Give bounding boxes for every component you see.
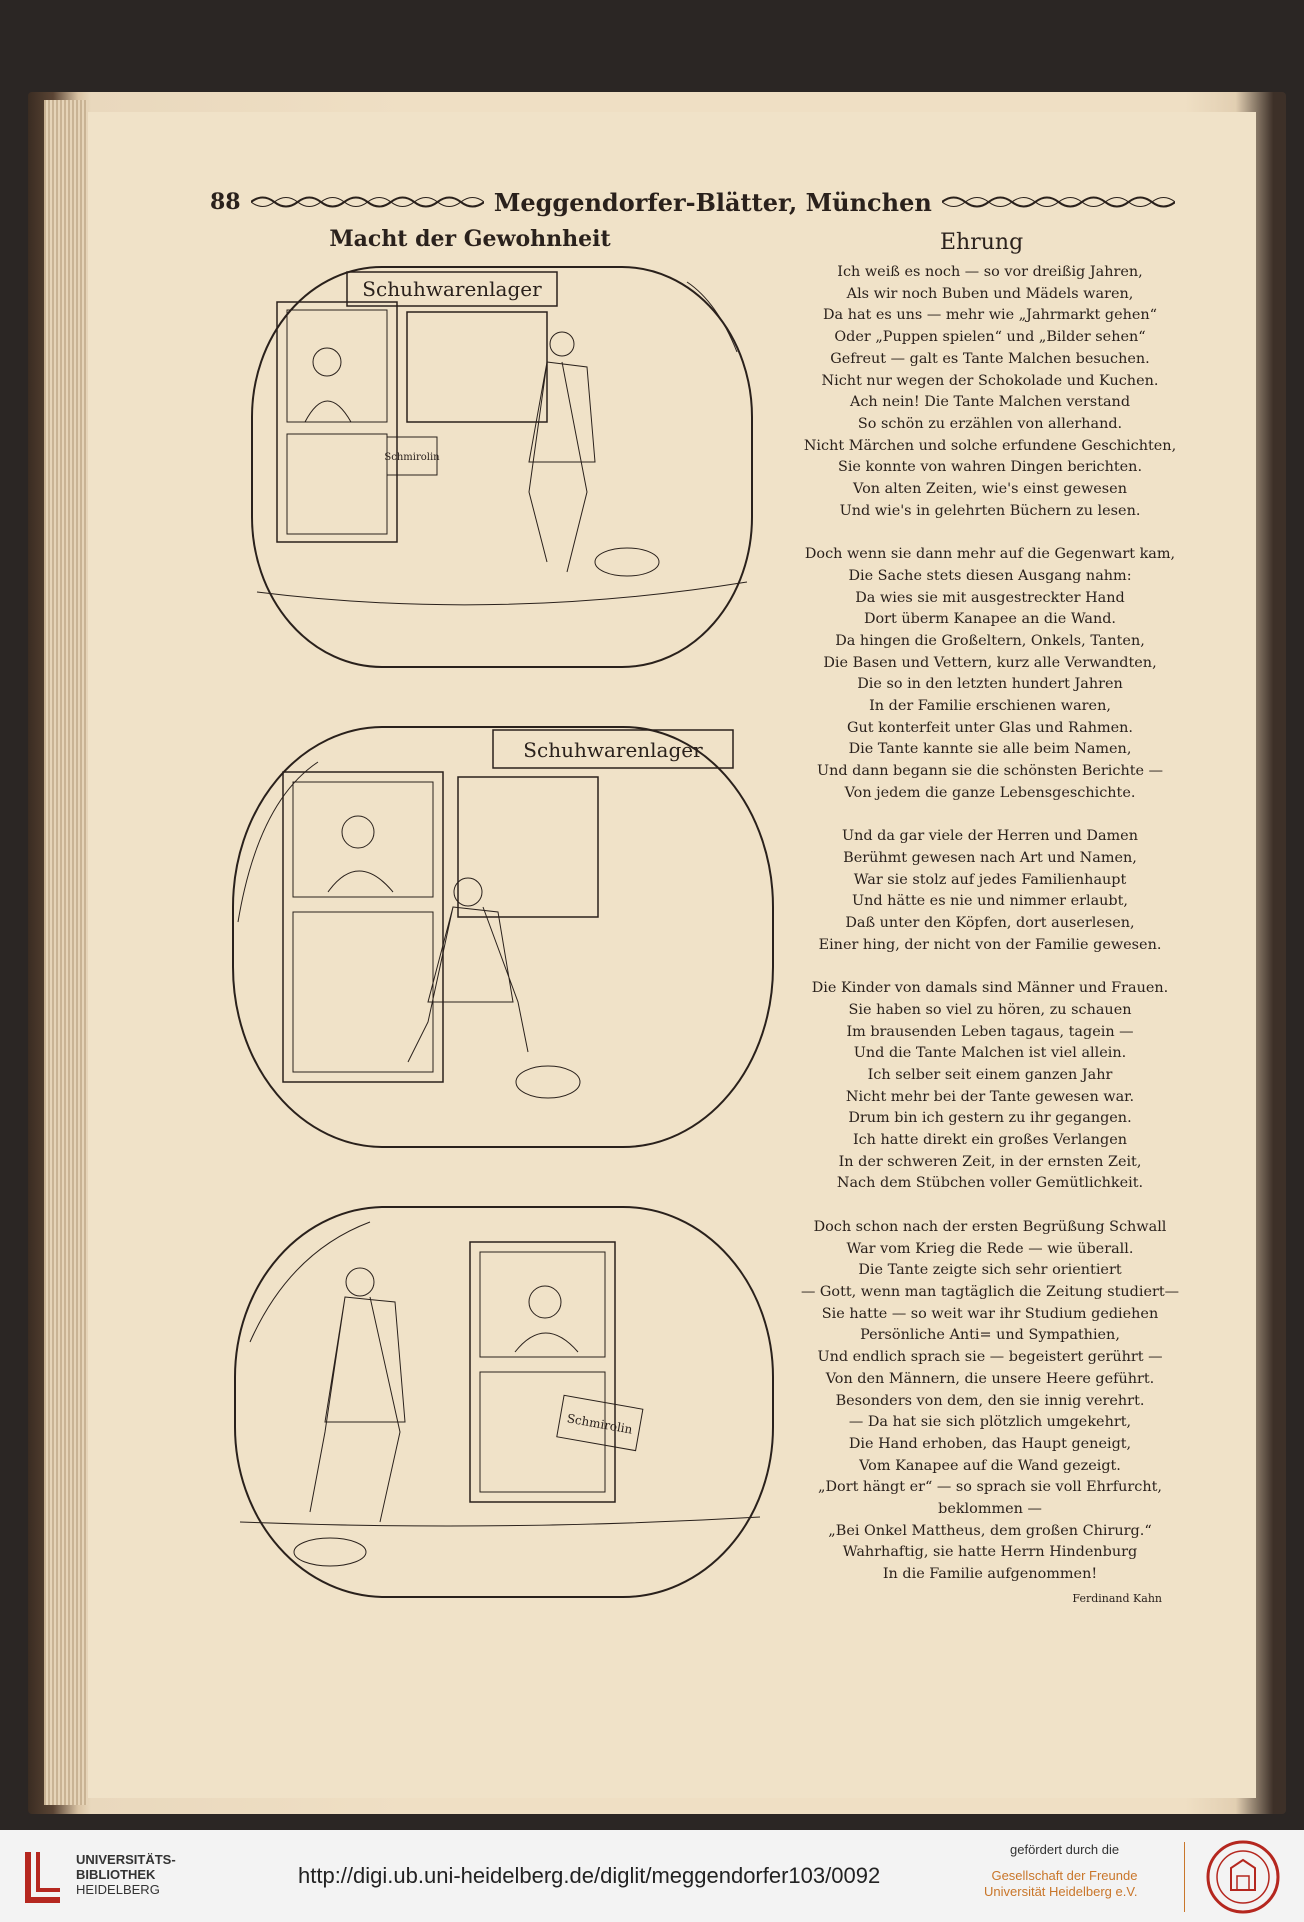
poem-line: In die Familie aufgenommen! — [882, 1566, 1098, 1583]
poem-line: Ich weiß es noch — so vor dreißig Jahren, — [837, 264, 1143, 280]
poem-line: War sie stolz auf jedes Familienhaupt — [853, 871, 1127, 888]
poem-author: Ferdinand Kahn — [1072, 1591, 1162, 1605]
poem-line: Und hätte es nie und nimmer erlaubt, — [852, 893, 1128, 910]
poem-line: Drum bin ich gestern zu ihr gegangen. — [848, 1110, 1132, 1127]
poem-line: Gut konterfeit unter Glas und Rahmen. — [846, 719, 1134, 736]
poem-line: Berühmt gewesen nach Art und Namen, — [843, 849, 1137, 866]
poem-line: Und endlich sprach sie — begeistert gerührt — — [817, 1349, 1163, 1366]
comic-panel-3 — [230, 1202, 778, 1602]
poem-line: Die Tante kannte sie alle beim Namen, — [848, 741, 1132, 758]
comic-panel-2 — [228, 722, 778, 1152]
library-line-2: BIBLIOTHEK — [76, 1867, 156, 1882]
poem-line: In der schweren Zeit, in der ernsten Zeit, — [838, 1153, 1142, 1170]
poem-line: Nach dem Stübchen voller Gemütlichkeit. — [836, 1175, 1144, 1192]
sponsor-name — [984, 1868, 1137, 1900]
poem-line: Sie konnte von wahren Dingen berichten. — [837, 459, 1143, 476]
poem-line: Ich selber seit einem ganzen Jahr — [867, 1066, 1113, 1083]
shop-sign-2: Schuhwarenlager — [523, 738, 703, 762]
poem-line: Dort überm Kanapee an die Wand. — [863, 611, 1117, 628]
poem-line: Die Hand erhoben, das Haupt geneigt, — [848, 1435, 1132, 1452]
poem-line: Von alten Zeiten, wie's einst gewesen — [853, 481, 1127, 498]
library-name — [76, 1852, 176, 1897]
poem-line: beklommen — — [938, 1501, 1042, 1518]
poem-line: Besonders von dem, den sie innig verehrt. — [835, 1392, 1145, 1409]
sponsor-label: gefördert durch die — [1010, 1842, 1120, 1857]
university-seal-icon — [1206, 1840, 1280, 1914]
poem-line: Ach nein! Die Tante Malchen verstand — [849, 394, 1131, 411]
comic-panel-1 — [247, 262, 757, 672]
comic-title: Macht der Gewohnheit — [329, 226, 611, 252]
poem-line: „Bei Onkel Mattheus, dem großen Chirurg.“ — [828, 1522, 1152, 1539]
poem-line: Und die Tante Malchen ist viel allein. — [853, 1045, 1127, 1062]
poem-line: Die Sache stets diesen Ausgang nahm: — [848, 567, 1132, 584]
poem-title: Ehrung — [940, 230, 1024, 255]
poem-stanza-4 — [800, 978, 1180, 1195]
poem-line: Da hat es uns — mehr wie „Jahrmarkt gehen“ — [823, 307, 1157, 324]
poem-line: Nicht Märchen und solche erfundene Geschichten, — [803, 437, 1177, 454]
sponsor-line-1: Gesellschaft der Freunde — [991, 1868, 1138, 1883]
poem-line: Von jedem die ganze Lebensgeschichte. — [844, 784, 1136, 801]
sponsor-line-2: Universität Heidelberg e.V. — [984, 1884, 1138, 1899]
library-line-1: UNIVERSITÄTS- — [76, 1852, 176, 1867]
poster-label-1: Schmirolin — [384, 452, 440, 463]
poem-line: Da hingen die Großeltern, Onkels, Tanten, — [835, 632, 1145, 649]
poem-stanza-3 — [800, 826, 1180, 956]
poem-stanza-2 — [800, 544, 1180, 804]
poem-line: Vom Kanapee auf die Wand gezeigt. — [859, 1457, 1121, 1474]
poem-line: Die so in den letzten hundert Jahren — [857, 676, 1123, 693]
poem-line: Als wir noch Buben und Mädels waren, — [846, 285, 1134, 302]
poem-line: In der Familie erschienen waren, — [869, 698, 1111, 715]
poem-body — [800, 262, 1180, 1610]
library-logo-icon — [20, 1848, 68, 1904]
poem-line: Die Basen und Vettern, kurz alle Verwandten, — [823, 654, 1157, 671]
poem-line: Gefreut — galt es Tante Malchen besuchen. — [830, 350, 1150, 367]
poem-line: Einer hing, der nicht von der Familie gewesen. — [818, 936, 1162, 953]
poem-line: Und da gar viele der Herren und Damen — [842, 828, 1138, 845]
poem-line: Da wies sie mit ausgestreckter Hand — [855, 589, 1125, 606]
running-header — [210, 182, 1175, 222]
poem-line: So schön zu erzählen von allerhand. — [857, 415, 1123, 432]
permalink-url[interactable]: http://digi.ub.uni-heidelberg.de/diglit/meggendorfer103/0092 — [298, 1863, 881, 1888]
poem-line: Persönliche Anti= und Sympathien, — [860, 1327, 1120, 1344]
poem-line: Sie haben so viel zu hören, zu schauen — [848, 1001, 1132, 1018]
poem-line: „Dort hängt er“ — so sprach sie voll Ehrfurcht, — [818, 1479, 1162, 1496]
poem-line: Die Kinder von damals sind Männer und Frauen. — [811, 980, 1169, 997]
poem-line: Wahrhaftig, sie hatte Herrn Hindenburg — [842, 1544, 1138, 1561]
poster-label-3: Schmirolin — [565, 1411, 634, 1437]
poem-line: Und dann begann sie die schönsten Berichte — — [816, 763, 1164, 780]
footer-bar — [0, 1830, 1304, 1922]
ornament-right — [942, 193, 1175, 211]
running-title: Meggendorfer-Blätter, München — [493, 187, 932, 217]
poem-line: Nicht mehr bei der Tante gewesen war. — [845, 1088, 1135, 1105]
poem-line: — Da hat sie sich plötzlich umgekehrt, — [848, 1414, 1132, 1431]
poem-line: Ich hatte direkt ein großes Verlangen — [852, 1132, 1128, 1149]
poem-line: — Gott, wenn man tagtäglich die Zeitung studiert— — [800, 1283, 1180, 1300]
poem-stanza-5 — [800, 1217, 1180, 1586]
poem-line: Daß unter den Köpfen, dort auserlesen, — [845, 915, 1135, 932]
library-line-3: HEIDELBERG — [76, 1882, 160, 1897]
poem-line: Doch schon nach der ersten Begrüßung Schwall — [813, 1218, 1167, 1235]
poem-line: Im brausenden Leben tagaus, tagein — — [846, 1023, 1134, 1040]
poem-line: Die Tante zeigte sich sehr orientiert — [858, 1262, 1122, 1279]
poem-line: Doch wenn sie dann mehr auf die Gegenwart kam, — [804, 546, 1176, 563]
shop-sign-1: Schuhwarenlager — [362, 277, 542, 301]
poem-line: Von den Männern, die unsere Heere geführt. — [825, 1370, 1155, 1387]
poem-line: Und wie's in gelehrten Büchern zu lesen. — [839, 502, 1141, 519]
poem-line: Nicht nur wegen der Schokolade und Kuchen. — [821, 372, 1159, 389]
poem-line: Sie hatte — so weit war ihr Studium gediehen — [821, 1305, 1159, 1322]
poem-line: Oder „Puppen spielen“ und „Bilder sehen“ — [834, 329, 1146, 346]
ornament-left — [251, 193, 484, 211]
poem-stanza-1 — [800, 262, 1180, 522]
footer-divider — [1184, 1842, 1185, 1912]
poem-line: War vom Krieg die Rede — wie überall. — [846, 1240, 1134, 1257]
page-edges — [44, 100, 88, 1805]
page-number: 88 — [210, 189, 241, 215]
